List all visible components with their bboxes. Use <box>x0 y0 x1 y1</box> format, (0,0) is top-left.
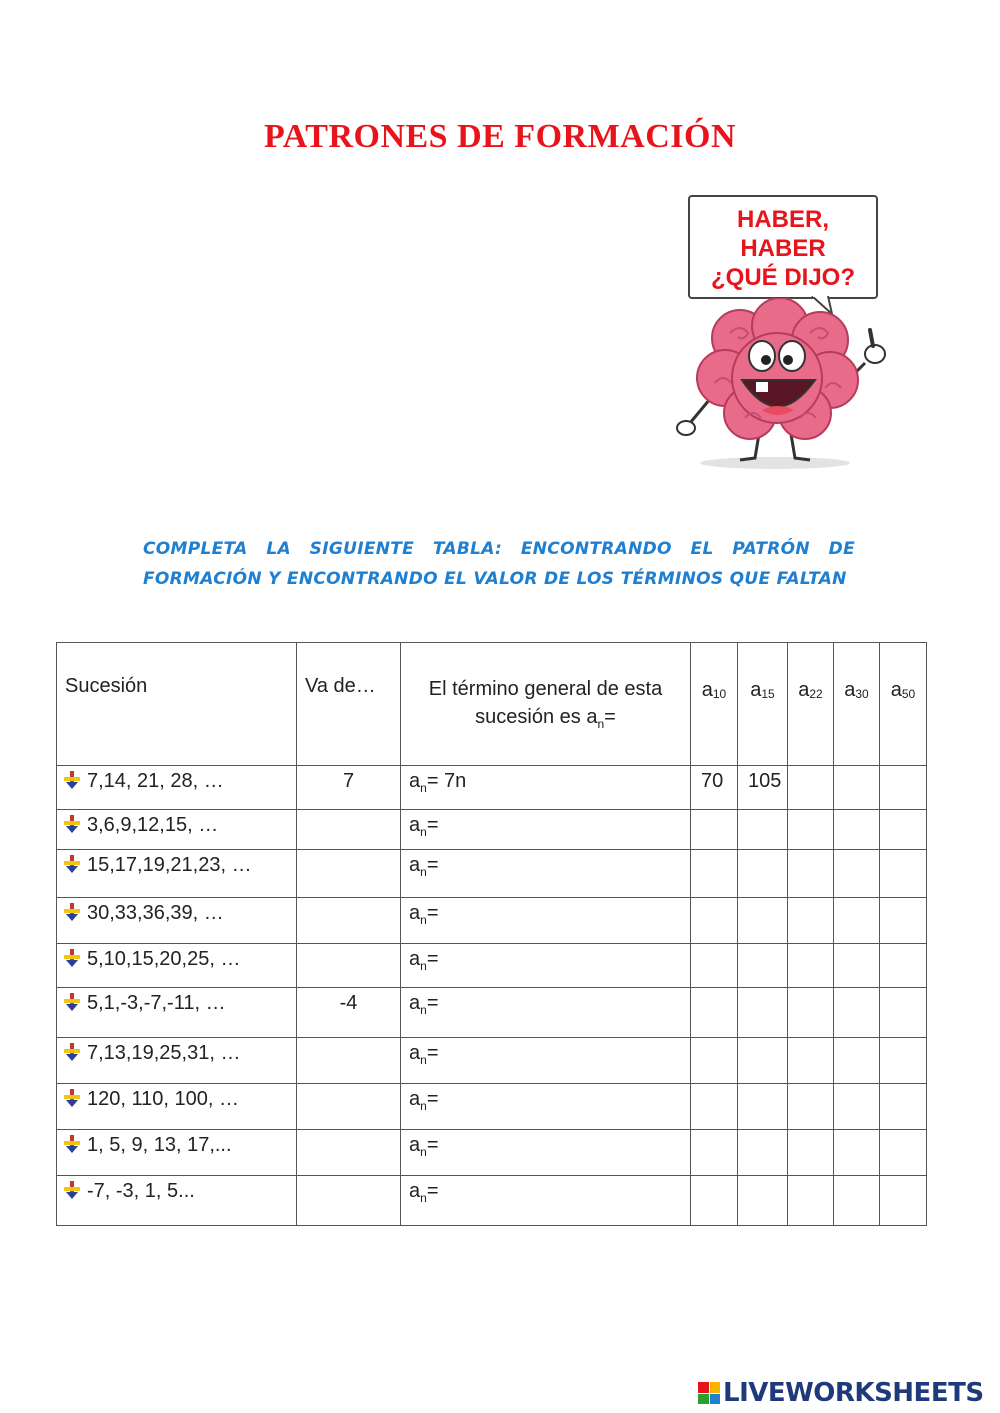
term-value-a10[interactable] <box>691 1176 738 1226</box>
arrow-bullet-icon <box>63 815 81 833</box>
page-title: PATRONES DE FORMACIÓN <box>263 118 737 155</box>
general-term-cell: $a_n= 7n$ <box>401 766 691 810</box>
arrow-bullet-icon <box>63 949 81 967</box>
term-value-a50[interactable] <box>880 1176 927 1226</box>
term-value-a30[interactable] <box>834 898 880 944</box>
header-term-sub: n <box>597 717 605 731</box>
arrow-bullet-icon <box>63 1089 81 1107</box>
sequence-text: 30,33,36,39, … <box>87 902 224 924</box>
term-value-a22[interactable] <box>788 988 834 1038</box>
sequence-text: 7,13,19,25,31, … <box>87 1042 241 1064</box>
table-row <box>57 850 927 898</box>
sequence-text: 120, 110, 100, … <box>87 1088 239 1110</box>
arrow-bullet-icon <box>63 855 81 873</box>
table-header-row <box>57 643 927 766</box>
term-value-a30[interactable] <box>834 810 880 850</box>
sequence-cell <box>57 850 297 898</box>
term-value-a15[interactable] <box>738 1084 788 1130</box>
logo-text: LIVEWORKSHEETS <box>723 1378 984 1408</box>
general-term-cell: $a_n=$ <box>401 944 691 988</box>
arrow-bullet-icon <box>63 1135 81 1153</box>
step-cell[interactable] <box>297 1176 401 1226</box>
arrow-bullet-icon <box>63 1181 81 1199</box>
term-value-a22[interactable] <box>788 1176 834 1226</box>
arrow-bullet-icon <box>63 903 81 921</box>
header-general-term <box>401 643 691 766</box>
step-cell[interactable] <box>297 1084 401 1130</box>
sequence-cell <box>57 1038 297 1084</box>
step-cell[interactable] <box>297 944 401 988</box>
header-term-suffix: = <box>604 706 616 728</box>
term-value-a15[interactable] <box>738 1176 788 1226</box>
term-value-a15[interactable] <box>738 898 788 944</box>
sequence-cell <box>57 1130 297 1176</box>
table-row <box>57 1176 927 1226</box>
step-cell[interactable] <box>297 850 401 898</box>
term-value-a15[interactable]: 105 <box>738 766 788 810</box>
term-value-a30[interactable] <box>834 1084 880 1130</box>
bubble-line-3: ¿QUÉ DIJO? <box>710 264 855 291</box>
arrow-bullet-icon <box>63 993 81 1011</box>
term-value-a22[interactable] <box>788 1038 834 1084</box>
term-value-a22[interactable] <box>788 1084 834 1130</box>
term-value-a30[interactable] <box>834 1038 880 1084</box>
term-value-a10[interactable] <box>691 898 738 944</box>
instructions-text: COMPLETA LA SIGUIENTE TABLA: ENCONTRANDO EL PATRÓN DE FORMACIÓN Y ENCONTRANDO EL VALOR DE LOS TÉRMINOS QUE FALTAN <box>143 539 855 589</box>
sequence-text: 15,17,19,21,23, … <box>87 854 252 876</box>
bubble-line-1: HABER, <box>736 206 829 233</box>
step-cell[interactable] <box>297 1130 401 1176</box>
header-sequence: Sucesión <box>57 643 297 766</box>
general-term-cell: $a_n=$ <box>401 988 691 1038</box>
sequence-text: 1, 5, 9, 13, 17,... <box>87 1134 232 1156</box>
term-value-a22[interactable] <box>788 1130 834 1176</box>
table-row <box>57 810 927 850</box>
term-value-a15[interactable] <box>738 850 788 898</box>
header-a15: $a_{15}$ <box>738 643 788 766</box>
step-cell[interactable] <box>297 810 401 850</box>
term-value-a22[interactable] <box>788 810 834 850</box>
general-term-cell: $a_n=$ <box>401 1038 691 1084</box>
liveworksheets-logo <box>698 1378 984 1408</box>
sequence-text: -7, -3, 1, 5... <box>87 1180 195 1202</box>
table-row <box>57 988 927 1038</box>
general-term-cell: $a_n=$ <box>401 898 691 944</box>
sequence-text: 5,1,-3,-7,-11, … <box>87 992 226 1014</box>
sequence-text: 7,14, 21, 28, … <box>87 770 224 792</box>
term-value-a10[interactable]: 70 <box>691 766 738 810</box>
term-value-a30[interactable] <box>834 988 880 1038</box>
term-value-a50[interactable] <box>880 850 927 898</box>
term-value-a22[interactable] <box>788 944 834 988</box>
speech-bubble <box>688 195 878 299</box>
header-term-prefix: sucesión es a <box>475 706 598 728</box>
header-a22: $a_{22}$ <box>788 643 834 766</box>
sequence-cell <box>57 988 297 1038</box>
term-value-a10[interactable] <box>691 1084 738 1130</box>
sequence-cell <box>57 810 297 850</box>
sequence-text: 5,10,15,20,25, … <box>87 948 241 970</box>
step-cell[interactable]: 7 <box>297 766 401 810</box>
term-value-a22[interactable] <box>788 766 834 810</box>
term-value-a15[interactable] <box>738 1038 788 1084</box>
table-row <box>57 766 927 810</box>
general-term-answer[interactable]: 7n <box>438 770 467 792</box>
term-value-a10[interactable] <box>691 810 738 850</box>
term-value-a30[interactable] <box>834 850 880 898</box>
term-value-a15[interactable] <box>738 810 788 850</box>
term-value-a50[interactable] <box>880 898 927 944</box>
arrow-bullet-icon <box>63 771 81 789</box>
sequence-text: 3,6,9,12,15, … <box>87 814 219 836</box>
term-value-a22[interactable] <box>788 898 834 944</box>
header-a10: $a_{10}$ <box>691 643 738 766</box>
term-value-a10[interactable] <box>691 1038 738 1084</box>
arrow-bullet-icon <box>63 1043 81 1061</box>
term-value-a50[interactable] <box>880 1130 927 1176</box>
term-value-a50[interactable] <box>880 766 927 810</box>
term-value-a50[interactable] <box>880 944 927 988</box>
term-value-a30[interactable] <box>834 944 880 988</box>
bubble-line-2: HABER <box>740 235 826 262</box>
sequence-cell <box>57 944 297 988</box>
header-term-line1: El término general de esta <box>428 678 663 700</box>
term-value-a30[interactable] <box>834 1130 880 1176</box>
term-value-a10[interactable] <box>691 944 738 988</box>
header-a50: $a_{50}$ <box>880 643 927 766</box>
logo-squares-icon <box>698 1382 720 1404</box>
table-row <box>57 1038 927 1084</box>
table-row <box>57 944 927 988</box>
header-a30: $a_{30}$ <box>834 643 880 766</box>
general-term-cell: $a_n=$ <box>401 850 691 898</box>
term-value-a10[interactable] <box>691 850 738 898</box>
term-value-a10[interactable] <box>691 1130 738 1176</box>
term-value-a15[interactable] <box>738 1130 788 1176</box>
term-value-a30[interactable] <box>834 1176 880 1226</box>
table-row <box>57 1130 927 1176</box>
term-value-a15[interactable] <box>738 988 788 1038</box>
term-value-a50[interactable] <box>880 1038 927 1084</box>
general-term-cell: $a_n=$ <box>401 1130 691 1176</box>
term-value-a30[interactable] <box>834 766 880 810</box>
step-cell[interactable] <box>297 898 401 944</box>
term-value-a50[interactable] <box>880 1084 927 1130</box>
term-value-a10[interactable] <box>691 988 738 1038</box>
step-cell[interactable] <box>297 1038 401 1084</box>
general-term-cell: $a_n=$ <box>401 1176 691 1226</box>
sequence-cell <box>57 898 297 944</box>
term-value-a50[interactable] <box>880 988 927 1038</box>
step-cell[interactable]: -4 <box>297 988 401 1038</box>
sequence-cell <box>57 1176 297 1226</box>
general-term-cell: $a_n=$ <box>401 1084 691 1130</box>
brain-mascot-icon <box>670 298 900 470</box>
sequence-table <box>56 642 927 1226</box>
term-value-a22[interactable] <box>788 850 834 898</box>
sequence-cell <box>57 766 297 810</box>
term-value-a15[interactable] <box>738 944 788 988</box>
general-term-cell: $a_n=$ <box>401 810 691 850</box>
sequence-cell <box>57 1084 297 1130</box>
term-value-a50[interactable] <box>880 810 927 850</box>
table-row <box>57 1084 927 1130</box>
header-step: Va de… <box>297 643 401 766</box>
table-row <box>57 898 927 944</box>
